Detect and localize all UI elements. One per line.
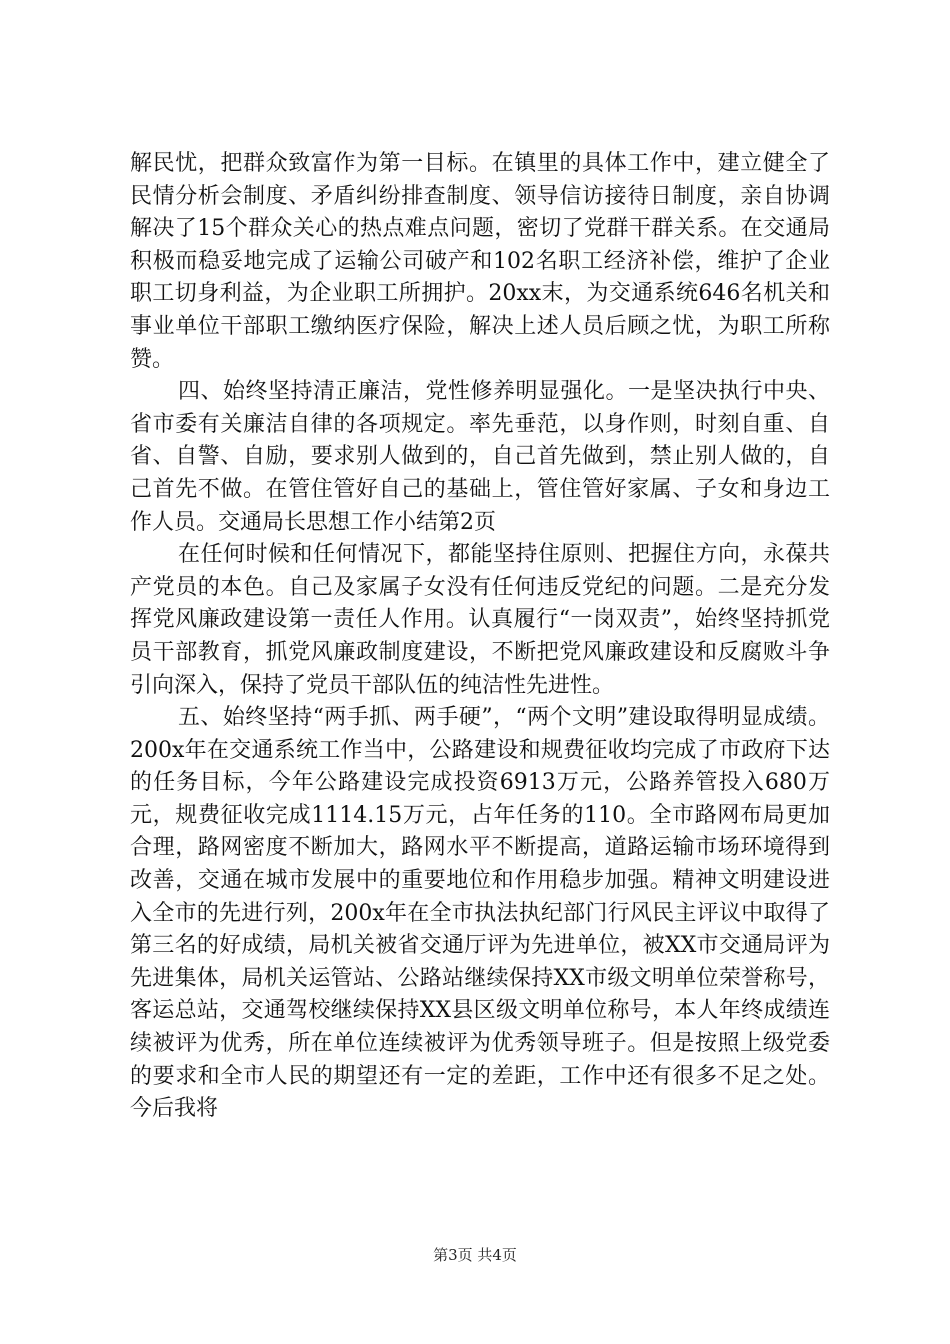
page-footer: 第3页 共4页 <box>433 1246 517 1264</box>
document-body <box>130 148 830 1126</box>
paragraph-2: 四、始终坚持清正廉洁，党性修养明显强化。一是坚决执行中央、省市委有关廉洁自律的各项规定。率先垂范，以身作则，时刻自重、自省、自警、自励，要求别人做到的，自己首先做到，禁止别人做的，自己首先不做。在管住管好自己的基础上，管住管好家属、子女和身边工作人员。交通局长思想工作小结第2页 <box>130 379 830 535</box>
paragraph-1: 解民忧，把群众致富作为第一目标。在镇里的具体工作中，建立健全了民情分析会制度、矛盾纠纷排查制度、领导信访接待日制度，亲自协调解决了15个群众关心的热点难点问题，密切了党群干群关系。在交通局积极而稳妥地完成了运输公司破产和102名职工经济补偿，维护了企业职工切身利益，为企业职工所拥护。20xx末，为交通系统646名机关和事业单位干部职工缴纳医疗保险，解决上述人员后顾之忧，为职工所称赞。 <box>130 151 830 372</box>
paragraph-3: 在任何时候和任何情况下，都能坚持住原则、把握住方向，永葆共产党员的本色。自己及家属子女没有任何违反党纪的问题。二是充分发挥党风廉政建设第一责任人作用。认真履行“一岗双责”，始终坚持抓党员干部教育，抓党风廉政制度建设，不断把党风廉政建设和反腐败斗争引向深入，保持了党员干部队伍的纯洁性先进性。 <box>130 542 830 698</box>
paragraph-4: 五、始终坚持“两手抓、两手硬”，“两个文明”建设取得明显成绩。200x年在交通系统工作当中，公路建设和规费征收均完成了市政府下达的任务目标，今年公路建设完成投资6913万元，公路养管投入680万元，规费征收完成1114.15万元，占年任务的110。全市路网布局更加合理，路网密度不断加大，路网水平不断提高，道路运输市场环境得到改善，交通在城市发展中的重要地位和作用稳步加强。精神文明建设进入全市的先进行列，200x年在全市执法执纪部门行风民主评议中取得了第三名的好成绩，局机关被省交通厅评为先进单位，被XX市交通局评为先进集体，局机关运管站、公路站继续保持XX市级文明单位荣誉称号，客运总站，交通驾校继续保持XX县区级文明单位称号，本人年终成绩连续被评为优秀，所在单位连续被评为优秀领导班子。但是按照上级党委的要求和全市人民的期望还有一定的差距，工作中还有很多不足之处。今后我将 <box>130 705 830 1122</box>
